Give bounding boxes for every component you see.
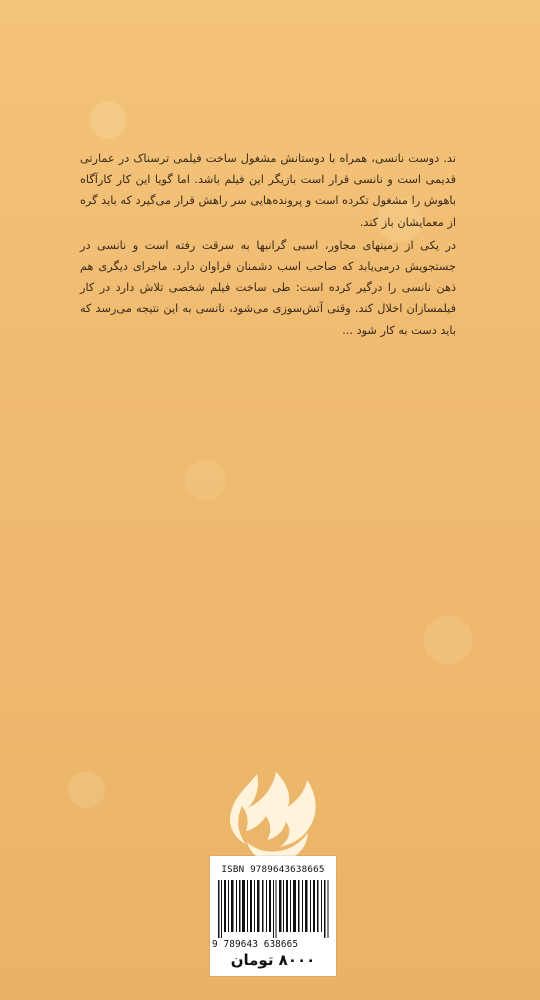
isbn-label: ISBN 9789643638665 — [221, 864, 325, 875]
description-paragraph-2: در یکی از زمینهای مجاور، اسبی گرانبها به سرقت رفته است و نانسی در جستجویش درمی‌یابد که صاحب اسب دشمنان فراوان دارد. ماجرای دیگری هم ذهن نانسی را درگیر کرده است: طی ساخت فیلم شخصی تلاش دارد در کار فیلمسازان اخلال کند. وقتی آتش‌سوزی می‌شود، نانسی به این نتیجه می‌رسد که باید دست به کار شود ... — [80, 238, 456, 337]
isbn-barcode-panel — [210, 856, 336, 976]
barcode-digits: 9 789643 638665 — [212, 939, 299, 950]
price-label: ۸۰۰۰ تومان — [230, 951, 316, 969]
flame-logo-icon — [228, 770, 318, 865]
barcode-image — [218, 880, 330, 938]
back-cover-description — [80, 148, 456, 343]
description-paragraph-1: ند. دوست نانسی، همراه با دوستانش مشغول ساخت فیلمی ترسناک در عمارتی قدیمی است و نانسی قرار است بازیگر این فیلم باشد. اما گویا این کار کارآگاه باهوش را مشغول تکرده است و پرونده‌هایی سر راهش قرار می‌گیرد که باید گره از معمایشان باز کند. — [80, 152, 456, 229]
